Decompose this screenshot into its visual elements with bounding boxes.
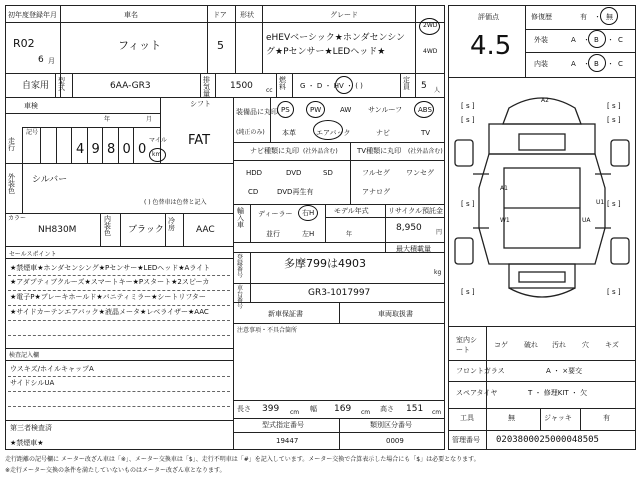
equip-abs: ABS: [418, 106, 432, 114]
equip-aw: AW: [340, 106, 352, 114]
odometer-digit-cell: [87, 127, 104, 163]
odometer-digit: 4: [76, 142, 85, 157]
inspector-label: 検査記入欄: [9, 352, 40, 359]
jack-value: 有: [603, 414, 610, 422]
month-unit: 月: [48, 57, 55, 65]
navi-dvd: DVD: [286, 169, 302, 177]
fuel-value: G ・ D ・ HV ・ ( ): [300, 82, 363, 90]
ac-value: AAC: [196, 225, 215, 235]
fuel-label: 燃料: [279, 76, 286, 91]
svg-text:[ s ]: [ s ]: [607, 288, 621, 296]
shift-label: シフト: [190, 100, 211, 108]
usage-value: 自家用: [22, 81, 50, 91]
tv-oneseg: ワンセグ: [406, 169, 434, 177]
diag-a2: A2: [541, 97, 549, 104]
glass-value: A ・ ×要交: [546, 367, 583, 375]
svg-text:[ s ]: [ s ]: [461, 116, 475, 124]
diag-w1: W1: [500, 217, 510, 224]
repair-opt-no: 無: [606, 13, 613, 21]
max-load-label: 最大積載量: [396, 245, 431, 253]
seats-label: 定員: [403, 76, 410, 91]
plate-label: 登録番号: [237, 254, 244, 279]
inspection-month-unit: 月: [146, 116, 153, 123]
repair-opt-dot: ・: [594, 13, 601, 21]
equip-pw: PW: [310, 106, 322, 114]
seat-ana: 穴: [582, 341, 589, 349]
spare-label: スペアタイヤ: [456, 389, 498, 397]
type-cert-value: 19447: [276, 437, 299, 445]
import-left-handle: 左H: [302, 230, 315, 238]
plate-value: 多摩799は4903: [284, 257, 366, 270]
svg-text:[ s ]: [ s ]: [461, 288, 475, 296]
equipment-label: 装備品に丸印: [236, 108, 278, 116]
int-opt-c: C: [618, 60, 623, 68]
navi-dvd-play: DVD再生有: [277, 188, 314, 196]
odometer-digit-cell: [133, 127, 150, 163]
car-name-value: フィット: [118, 39, 162, 52]
door-label: ドア: [213, 11, 227, 19]
int-opt-dot1: ・: [583, 60, 590, 68]
seats-unit: 人: [434, 87, 441, 94]
recycle-yen: 円: [436, 229, 443, 236]
odometer-digit-cell: [40, 127, 57, 163]
height-cm: cm: [432, 409, 442, 416]
interior-grade-label: 内装: [534, 60, 548, 68]
odometer-digit: 0: [138, 142, 147, 157]
equip-navi: ナビ: [376, 129, 390, 137]
ext-opt-dot1: ・: [583, 36, 590, 44]
color-label: カラー: [8, 215, 27, 222]
tv-fullseg: フルセグ: [362, 169, 390, 177]
equip-ps: PS: [281, 106, 290, 114]
mile-unit-label: マイル: [149, 137, 167, 144]
ext-opt-a: A: [571, 36, 576, 44]
manual-label: 車両取扱書: [378, 310, 413, 318]
interior-value: ブラック: [128, 225, 164, 235]
reg-month-value: 6: [38, 55, 44, 65]
import-dealer: ディーラー: [258, 210, 293, 218]
reg-year-label: 初年度登録年月: [8, 11, 57, 19]
shape-label: 形状: [240, 11, 254, 19]
exterior-value: シルバー: [32, 175, 68, 185]
inspector-line-2: サイドシルUA: [10, 379, 55, 387]
run-label: 走行: [8, 137, 15, 152]
drive-2wd: 2WD: [423, 22, 438, 29]
width-value: 169: [334, 404, 352, 414]
odometer-digit-cell: [102, 127, 119, 163]
diag-ua: UA: [582, 217, 591, 224]
class-value: 0009: [386, 437, 404, 445]
score-label: 評価点: [478, 13, 499, 21]
footer-line-1: 走行距離の記号欄に メーター改ざん車は「※」、メーター交換車は「$」、走行不明車は「#」を記入しています。メーター交換で合算表示した場合にも「$」は必要となります。: [5, 456, 480, 463]
sales-line-2: ★アダプティブクルーズ★スマートキー★Pスタート★2スピーカ: [10, 278, 210, 286]
tv-analog: アナログ: [362, 188, 390, 196]
class-label: 類別区分番号: [370, 421, 412, 429]
odometer-digit: 8: [107, 142, 116, 157]
equip-airbag: エアバック: [316, 129, 351, 137]
shift-value: FAT: [188, 133, 211, 148]
int-opt-a: A: [571, 60, 576, 68]
score-value: 4.5: [470, 31, 512, 61]
svg-text:[ s ]: [ s ]: [607, 116, 621, 124]
grade-label: グレード: [330, 11, 358, 19]
cc-unit: cc: [266, 87, 273, 94]
sales-label: セールスポイント: [9, 251, 57, 258]
sales-line-3: ★電子P★ブレーキホールド★バニティミラー★シートリフター: [10, 293, 206, 301]
inspection-label: 車検: [24, 102, 38, 110]
jack-label: ジャッキ: [544, 414, 572, 422]
km-label: km: [152, 151, 162, 158]
grade-value-line1: eHEVベーシック★ホンダセンシン: [266, 33, 406, 43]
reg-year-value: R02: [13, 37, 35, 50]
type-cert-label: 型式指定番号: [262, 421, 304, 429]
color-value: NH830M: [38, 225, 77, 235]
tv-header: TV種類に丸印: [357, 147, 402, 155]
chassis-value: GR3-1017997: [308, 288, 371, 298]
inspector-line-1: ウスキズ/ホイルキャップA: [10, 365, 94, 373]
height-value: 151: [406, 404, 424, 414]
seat-label: 室内シート: [456, 336, 477, 354]
displacement-label: 排気量: [203, 76, 210, 98]
max-load-kg: kg: [434, 269, 442, 276]
odometer-digit: 9: [91, 142, 100, 157]
exterior-label: 外装色: [8, 173, 15, 195]
exterior-note: ( ) 色替車は色替と記入: [144, 199, 207, 206]
mgmt-label: 管理番号: [452, 436, 480, 444]
glass-label: フロントガラス: [456, 367, 505, 375]
import-label: 輸入車: [237, 207, 244, 229]
svg-text:[ s ]: [ s ]: [607, 200, 621, 208]
int-opt-dot2: ・: [607, 60, 614, 68]
inspection-year-unit: 年: [104, 116, 111, 123]
chassis-label: 車台番号: [237, 285, 244, 310]
car-damage-diagram: [449, 78, 635, 326]
seat-kizu: キズ: [605, 341, 619, 349]
car-name-label: 車名: [124, 11, 138, 19]
svg-text:[ s ]: [ s ]: [461, 102, 475, 110]
navi-header: ナビ種類に丸印: [250, 147, 299, 155]
equip-leather: 本革: [282, 129, 296, 137]
odometer-digit-cell: [56, 127, 73, 163]
ext-opt-b: B: [594, 36, 599, 44]
footer-line-2: ※走行メーター交換の条件を満たしていないものはメーター改ざん車となります。: [5, 467, 226, 474]
mgmt-value: 0203800025000048505: [496, 435, 599, 445]
displacement-value: 1500: [230, 81, 253, 91]
length-cm: cm: [290, 409, 300, 416]
height-label: 高さ: [380, 405, 394, 413]
third-party-value: ★禁煙車★: [10, 439, 44, 447]
svg-text:[ s ]: [ s ]: [607, 102, 621, 110]
spare-value: T ・ 修理KIT ・ 欠: [528, 389, 588, 397]
ext-opt-c: C: [618, 36, 623, 44]
odometer-digit: 0: [122, 142, 131, 157]
int-opt-b: B: [594, 60, 599, 68]
equip-tv: TV: [421, 129, 431, 137]
width-label: 幅: [310, 405, 317, 413]
import-right-handle: 右H: [302, 209, 315, 217]
sales-line-4: ★サイドカーテンエアバック★液晶メータ★レベライザー★AAC: [10, 308, 209, 316]
recycle-value: 8,950: [396, 223, 422, 233]
equipment-sublabel: (純正のみ): [236, 129, 265, 136]
navi-header-sub: (社外品含む): [303, 148, 338, 155]
odometer-digit-cell: [71, 127, 88, 163]
fuel-hv-circle: [335, 76, 353, 94]
model-year-unit: 年: [346, 231, 353, 238]
sales-line-1: ★禁煙車★ホンダセンシング★Pセンサー★LEDヘッド★Aライト: [10, 264, 211, 272]
grade-value-line2: グ★Pセンサー★LEDヘッド★: [266, 47, 386, 57]
repair-opt-yes: 有: [580, 13, 587, 21]
diag-a1: A1: [500, 185, 508, 192]
caution-label: 注意事項・不具合箇所: [237, 327, 298, 334]
svg-text:[ s ]: [ s ]: [461, 200, 475, 208]
odometer-digit-cell: [118, 127, 135, 163]
interior-label: 内装色: [104, 215, 111, 237]
repair-label: 修復歴: [531, 13, 552, 21]
warranty-label: 新車保証書: [268, 310, 303, 318]
exterior-grade-label: 外装: [534, 36, 548, 44]
record-label: 記号: [26, 129, 39, 136]
tool-label: 工具: [460, 414, 474, 422]
tool-value: 無: [508, 414, 515, 422]
door-value: 5: [217, 39, 224, 52]
seat-yabure: 破れ: [524, 341, 538, 349]
model-value: 6AA-GR3: [110, 81, 151, 91]
navi-hdd: HDD: [246, 169, 263, 177]
drive-4wd: 4WD: [423, 48, 438, 55]
equip-sunroof: サンルーフ: [368, 106, 403, 114]
navi-cd: CD: [248, 188, 259, 196]
model-year-label: モデル年式: [334, 207, 369, 215]
length-value: 399: [262, 404, 280, 414]
seats-value: 5: [421, 81, 427, 91]
ext-opt-dot2: ・: [607, 36, 614, 44]
seat-koge: コゲ: [494, 341, 508, 349]
recycle-label: リサイクル預託金: [388, 207, 444, 215]
ac-label: 冷房: [168, 217, 175, 232]
import-parallel: 並行: [266, 230, 280, 238]
diag-u1: U1: [596, 199, 605, 206]
tv-header-sub: (社外品含む): [408, 148, 443, 155]
navi-sd: SD: [323, 169, 333, 177]
length-label: 長さ: [237, 405, 251, 413]
width-cm: cm: [361, 409, 371, 416]
model-label: 型式: [58, 77, 65, 92]
seat-yogore: 汚れ: [552, 341, 566, 349]
third-party-label: 第三者検査済: [10, 424, 52, 432]
